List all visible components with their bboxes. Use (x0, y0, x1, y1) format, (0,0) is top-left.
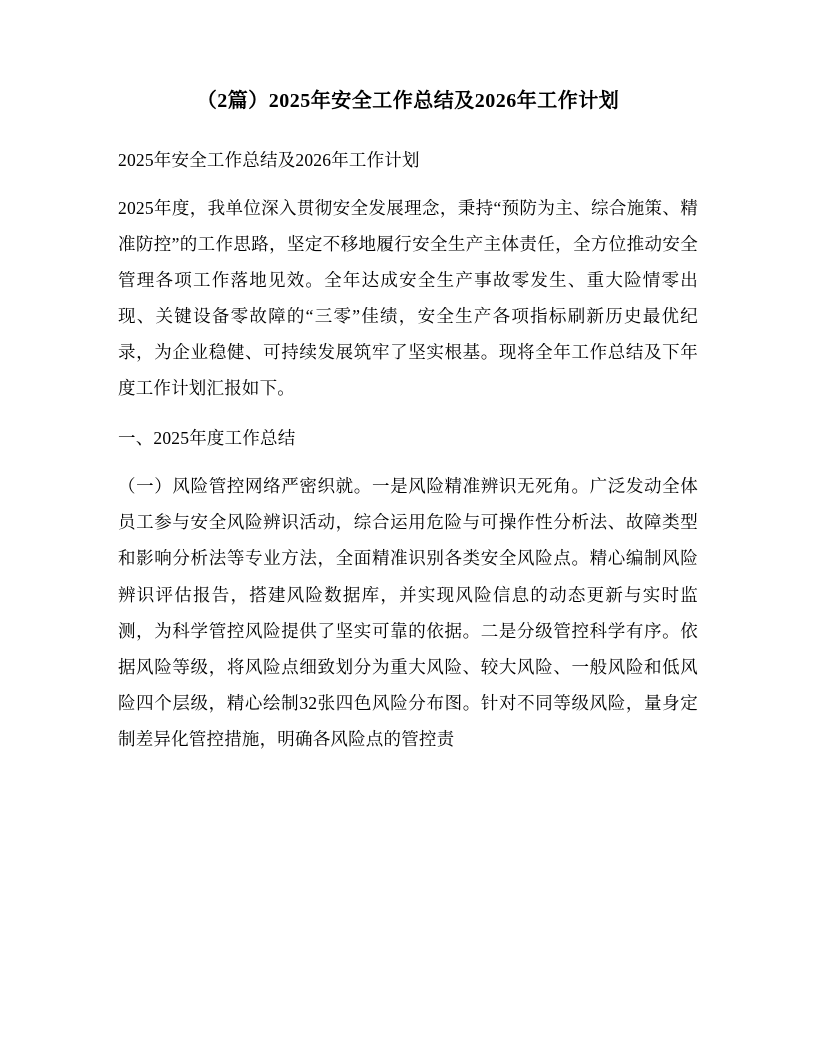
page-title: （2篇）2025年安全工作总结及2026年工作计划 (196, 90, 620, 112)
paragraph-section-1-body: （一）风险管控网络严密织就。一是风险精准辨识无死角。广泛发动全体员工参与安全风险辨识活动，综合运用危险与可操作性分析法、故障类型和影响分析法等专业方法，全面精准识别各类安全风险点。精心编制风险辨识评估报告，搭建风险数据库，并实现风险信息的动态更新与实时监测，为科学管控风险提供了坚实可靠的依据。二是分级管控科学有序。依据风险等级，将风险点细致划分为重大风险、较大风险、一般风险和低风险四个层级，精心绘制32张四色风险分布图。针对不同等级风险，量身定制差异化管控措施，明确各风险点的管控责 (118, 476, 698, 749)
document-subtitle: 2025年安全工作总结及2026年工作计划 (118, 150, 420, 170)
section-heading-1: 一、2025年度工作总结 (118, 428, 296, 449)
paragraph-overview: 2025年度，我单位深入贯彻安全发展理念，秉持“预防为主、综合施策、精准防控”的工作思路，坚定不移地履行安全生产主体责任，全方位推动安全管理各项工作落地见效。全年达成安全生产事故零发生、重大险情零出现、关键设备零故障的“三零”佳绩，安全生产各项指标刷新历史最优纪录，为企业稳健、可持续发展筑牢了坚实根基。现将全年工作总结及下年度工作计划汇报如下。 (118, 198, 698, 399)
